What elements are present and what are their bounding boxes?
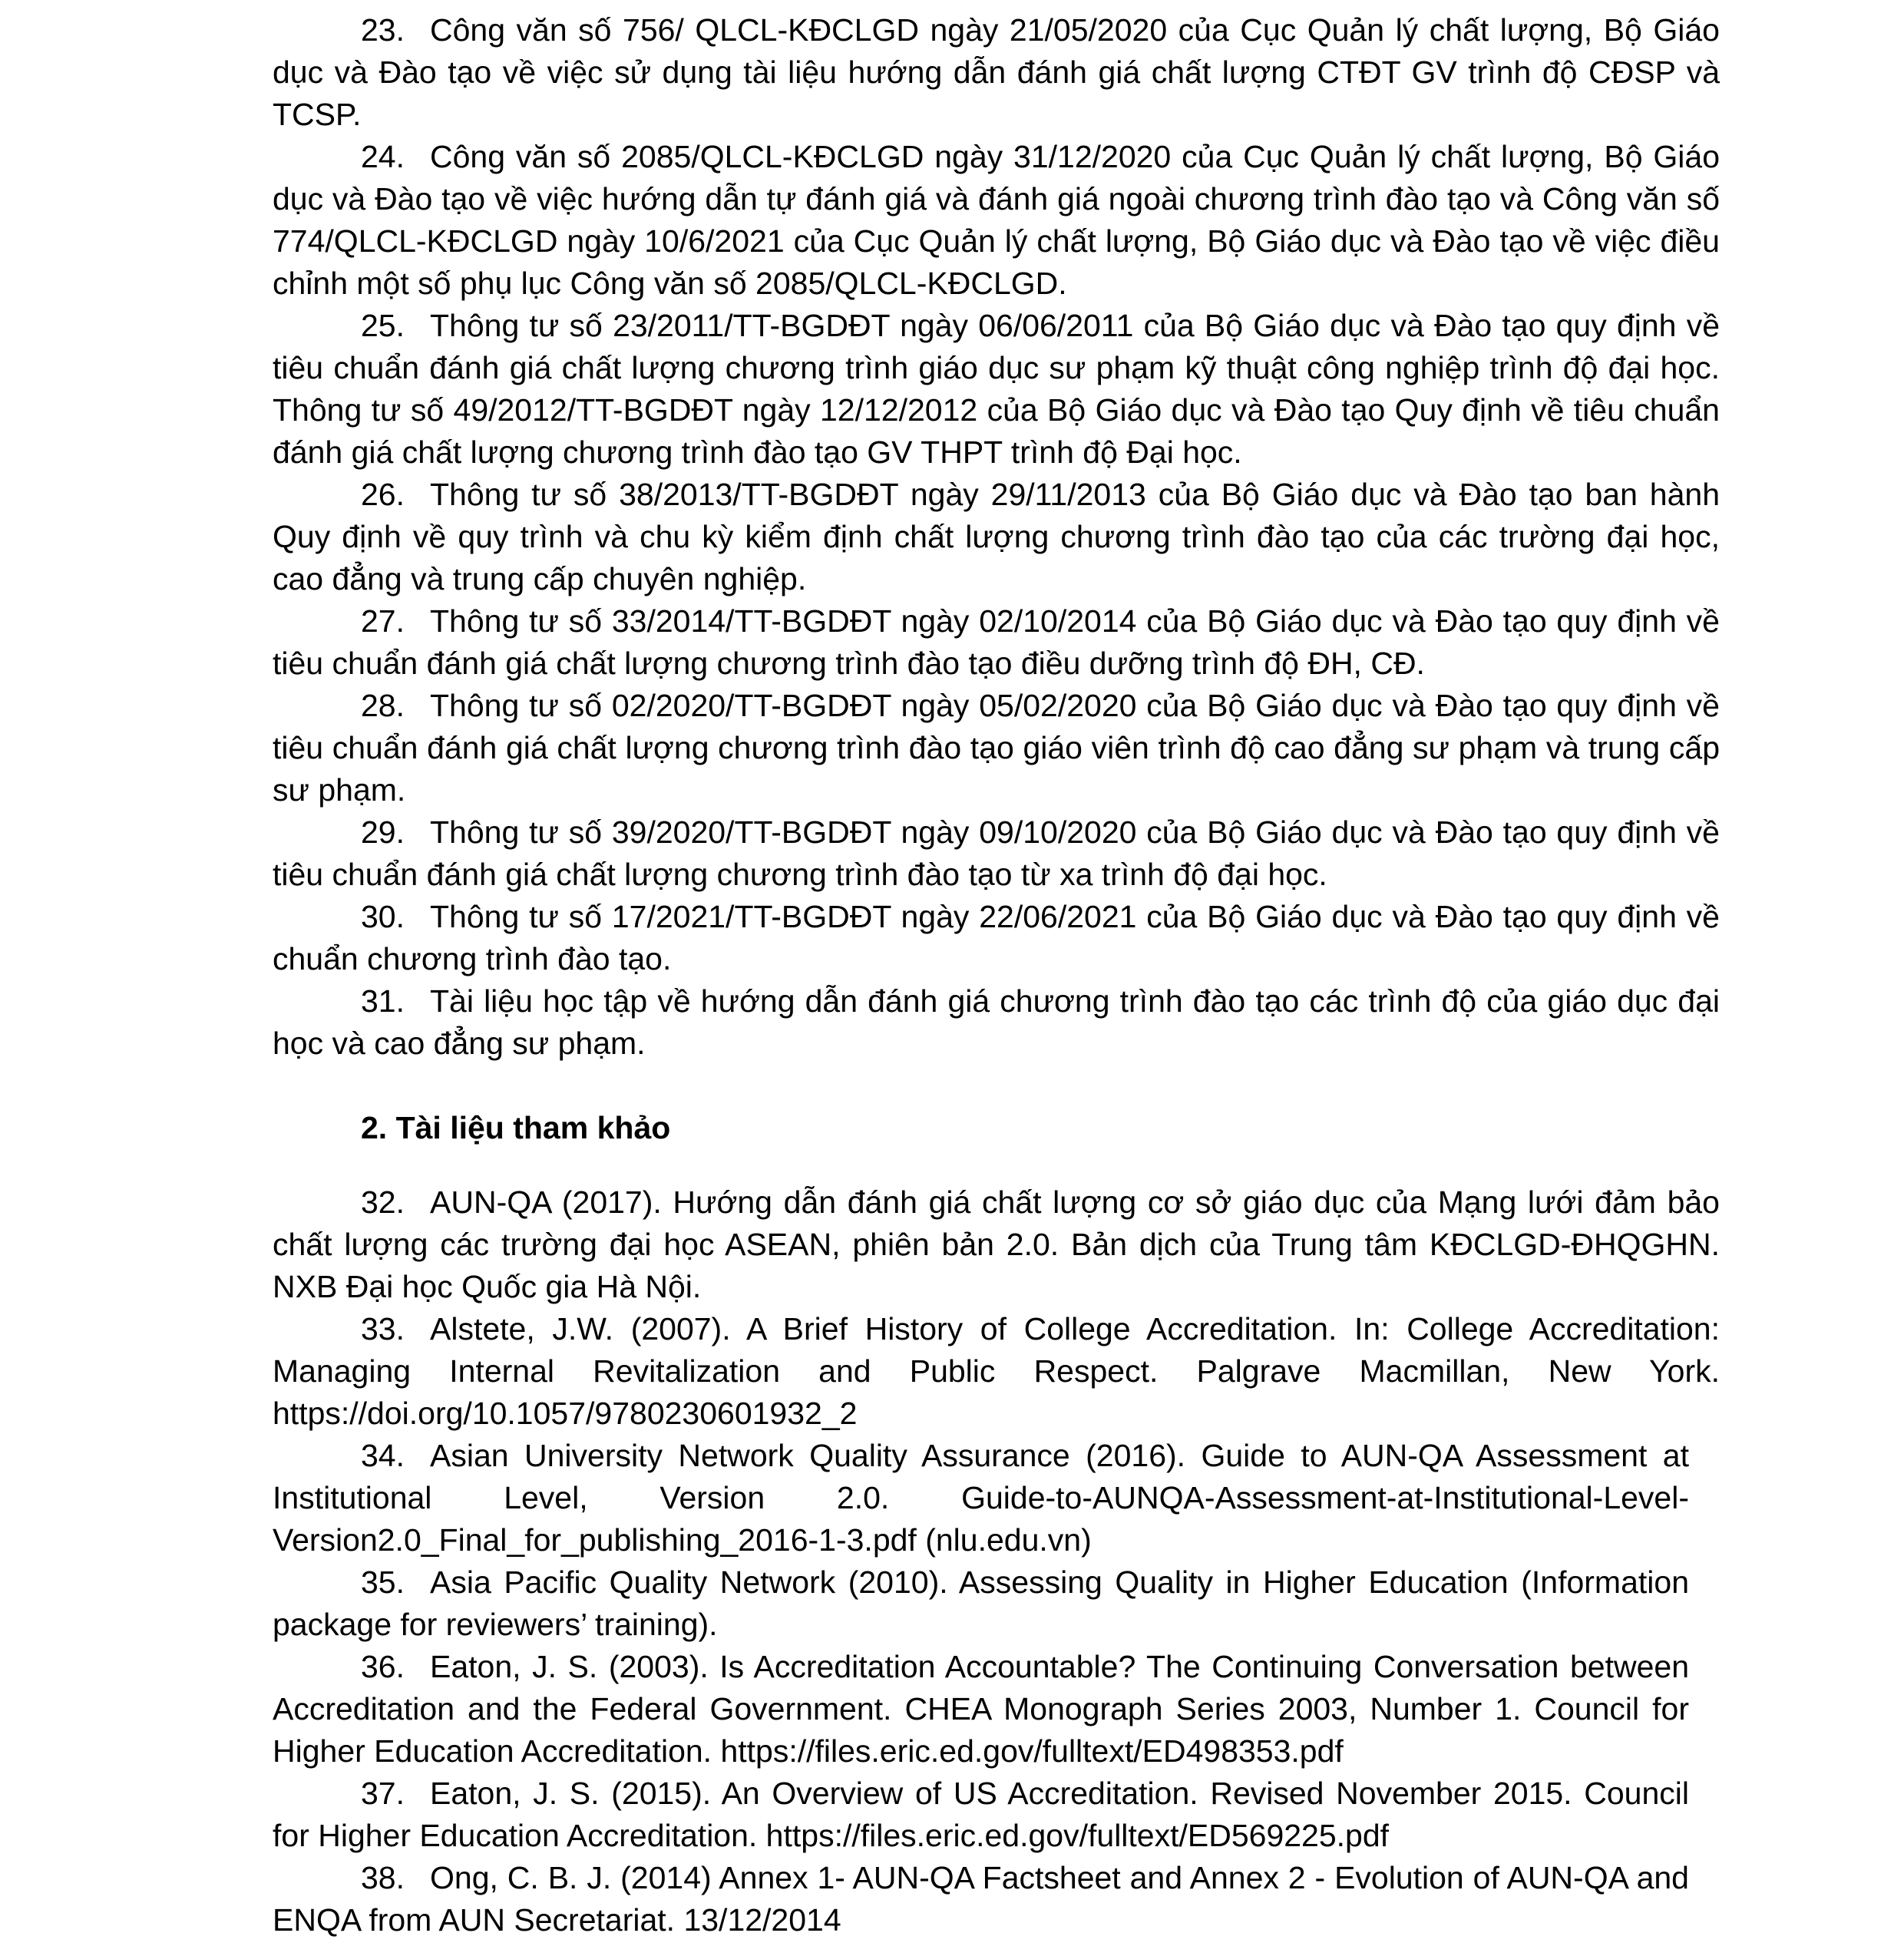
- reference-item-33: [273, 1308, 1720, 1435]
- reference-number: 38.: [361, 1860, 405, 1895]
- reference-text: Thông tư số 33/2014/TT-BGDĐT ngày 02/10/2014 của Bộ Giáo dục và Đào tạo quy định về tiêu chuẩn đánh giá chất lượng chương trình đào tạo điều dưỡng trình độ ĐH, CĐ.: [273, 603, 1720, 681]
- reference-number: 35.: [361, 1564, 405, 1600]
- reference-text: Alstete, J.W. (2007). A Brief History of College Accreditation. In: College Accreditation: Managing Internal Revitalization and Public Respect. Palgrave Macmillan, New York. https://doi.org/10.1057/9780230601932_2: [273, 1311, 1720, 1431]
- reference-number: 34.: [361, 1438, 405, 1473]
- section-heading: 2. Tài liệu tham khảo: [361, 1110, 671, 1145]
- reference-number: 26.: [361, 477, 405, 512]
- reference-number: 29.: [361, 814, 405, 850]
- reference-item-37: [273, 1773, 1689, 1857]
- reference-text: AUN-QA (2017). Hướng dẫn đánh giá chất lượng cơ sở giáo dục của Mạng lưới đảm bảo chất lượng các trường đại học ASEAN, phiên bản 2.0. Bản dịch của Trung tâm KĐCLGD-ĐHQGHN. NXB Đại học Quốc gia Hà Nội.: [273, 1185, 1720, 1304]
- reference-text: Eaton, J. S. (2015). An Overview of US Accreditation. Revised November 2015. Council for Higher Education Accreditation. https://files.eric.ed.gov/fulltext/ED569225.pdf: [273, 1776, 1689, 1853]
- reference-text: Công văn số 756/ QLCL-KĐCLGD ngày 21/05/2020 của Cục Quản lý chất lượng, Bộ Giáo dục và Đào tạo về việc sử dụng tài liệu hướng dẫn đánh giá chất lượng CTĐT GV trình độ CĐSP và TCSP.: [273, 12, 1720, 132]
- reference-text: Thông tư số 17/2021/TT-BGDĐT ngày 22/06/2021 của Bộ Giáo dục và Đào tạo quy định về chuẩn chương trình đào tạo.: [273, 899, 1720, 976]
- reference-text: Asian University Network Quality Assurance (2016). Guide to AUN-QA Assessment at Institutional Level, Version 2.0. Guide-to-AUNQA-Assessment-at-Institutional-Level-Version2.0_Final_for_publishing_2016-1-3.pdf (nlu.edu.vn): [273, 1438, 1689, 1558]
- reference-item-35: [273, 1561, 1689, 1646]
- reference-text: Công văn số 2085/QLCL-KĐCLGD ngày 31/12/2020 của Cục Quản lý chất lượng, Bộ Giáo dục và Đào tạo về việc hướng dẫn tự đánh giá và đánh giá ngoài chương trình đào tạo và Công văn số 774/QLCL-KĐCLGD ngày 10/6/2021 của Cục Quản lý chất lượng, Bộ Giáo dục và Đào tạo về việc điều chỉnh một số phụ lục Công văn số 2085/QLCL-KĐCLGD.: [273, 139, 1720, 301]
- reference-text: Eaton, J. S. (2003). Is Accreditation Accountable? The Continuing Conversation between Accreditation and the Federal Government. CHEA Monograph Series 2003, Number 1. Council for Higher Education Accreditation. https://files.eric.ed.gov/fulltext/ED498353.pdf: [273, 1649, 1689, 1769]
- reference-number: 33.: [361, 1311, 405, 1346]
- section2-list: [273, 1181, 1720, 1941]
- reference-item-31: [273, 980, 1720, 1065]
- reference-item-38: [273, 1857, 1689, 1941]
- reference-item-24: [273, 136, 1720, 305]
- section1-list: [273, 9, 1720, 1065]
- reference-item-23: [273, 9, 1720, 136]
- reference-item-25: [273, 305, 1720, 474]
- reference-number: 28.: [361, 688, 405, 723]
- reference-number: 24.: [361, 139, 405, 174]
- reference-text: Ong, C. B. J. (2014) Annex 1- AUN-QA Factsheet and Annex 2 - Evolution of AUN-QA and ENQA from AUN Secretariat. 13/12/2014: [273, 1860, 1689, 1938]
- reference-item-32: [273, 1181, 1720, 1308]
- reference-number: 27.: [361, 603, 405, 639]
- reference-item-27: [273, 600, 1720, 685]
- reference-number: 32.: [361, 1185, 405, 1220]
- reference-number: 36.: [361, 1649, 405, 1684]
- document-page: [273, 9, 1720, 1941]
- reference-text: Thông tư số 23/2011/TT-BGDĐT ngày 06/06/2011 của Bộ Giáo dục và Đào tạo quy định về tiêu chuẩn đánh giá chất lượng chương trình giáo dục sư phạm kỹ thuật công nghiệp trình độ đại học. Thông tư số 49/2012/TT-BGDĐT ngày 12/12/2012 của Bộ Giáo dục và Đào tạo Quy định về tiêu chuẩn đánh giá chất lượng chương trình đào tạo GV THPT trình độ Đại học.: [273, 308, 1720, 470]
- reference-text: Tài liệu học tập về hướng dẫn đánh giá chương trình đào tạo các trình độ của giáo dục đại học và cao đẳng sư phạm.: [273, 983, 1720, 1061]
- reference-item-26: [273, 474, 1720, 600]
- reference-number: 31.: [361, 983, 405, 1019]
- reference-item-36: [273, 1646, 1689, 1773]
- reference-text: Thông tư số 38/2013/TT-BGDĐT ngày 29/11/2013 của Bộ Giáo dục và Đào tạo ban hành Quy định về quy trình và chu kỳ kiểm định chất lượng chương trình đào tạo của các trường đại học, cao đẳng và trung cấp chuyên nghiệp.: [273, 477, 1720, 596]
- reference-number: 25.: [361, 308, 405, 343]
- reference-number: 23.: [361, 12, 405, 48]
- reference-item-29: [273, 811, 1720, 896]
- reference-number: 30.: [361, 899, 405, 934]
- reference-text: Thông tư số 02/2020/TT-BGDĐT ngày 05/02/2020 của Bộ Giáo dục và Đào tạo quy định về tiêu chuẩn đánh giá chất lượng chương trình đào tạo giáo viên trình độ cao đẳng sư phạm và trung cấp sư phạm.: [273, 688, 1720, 808]
- reference-text: Thông tư số 39/2020/TT-BGDĐT ngày 09/10/2020 của Bộ Giáo dục và Đào tạo quy định về tiêu chuẩn đánh giá chất lượng chương trình đào tạo từ xa trình độ đại học.: [273, 814, 1720, 892]
- reference-item-30: [273, 896, 1720, 980]
- reference-number: 37.: [361, 1776, 405, 1811]
- reference-text: Asia Pacific Quality Network (2010). Assessing Quality in Higher Education (Information package for reviewers’ training).: [273, 1564, 1689, 1642]
- reference-item-28: [273, 685, 1720, 811]
- reference-item-34: [273, 1435, 1689, 1561]
